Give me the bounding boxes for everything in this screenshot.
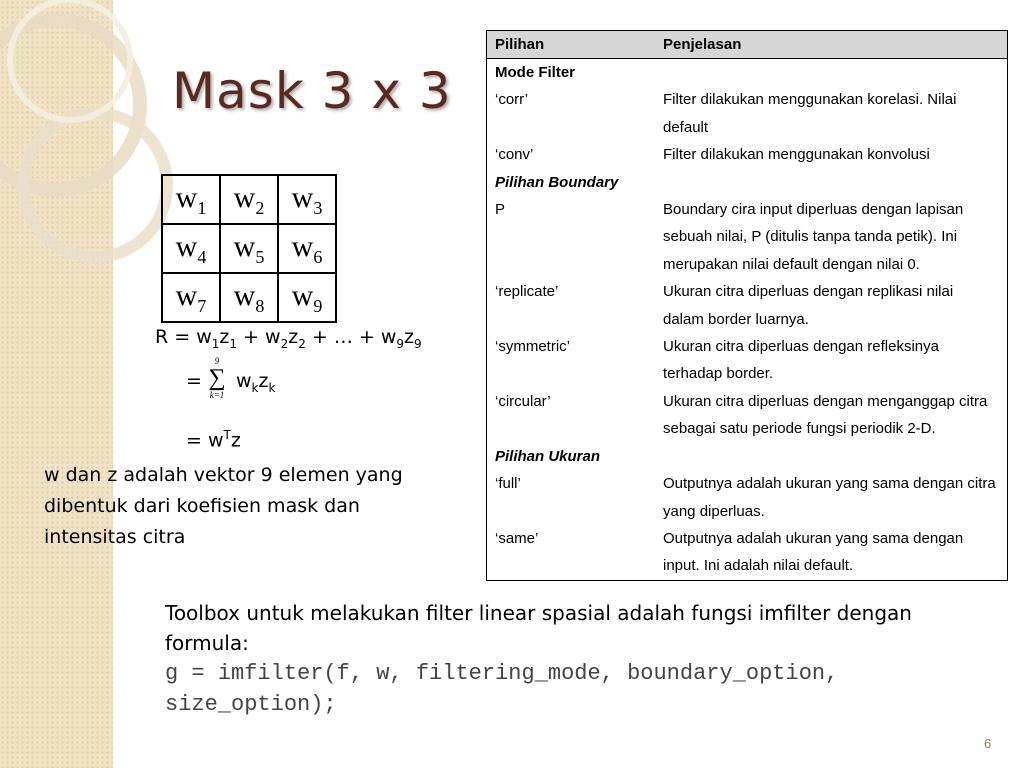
slide-title: Mask 3 x 3 (172, 62, 452, 120)
option-explanation: Outputnya adalah ukuran yang sama dengan citra yang diperluas. (663, 475, 996, 520)
mask-cell: $w_1$ (162, 175, 220, 224)
options-row (487, 278, 1007, 333)
option-explanation: Ukuran citra diperluas dengan menganggap citra sebagai satu periode fungsi periodik 2-D. (663, 392, 988, 438)
options-table-body (487, 59, 1007, 580)
options-row (487, 59, 1007, 86)
formula-wt-z: = $w^Tz$ (186, 428, 241, 452)
mask-cell: $w_4$ (162, 224, 220, 273)
option-explanation: Filter dilakukan menggunakan korelasi. Nilai default (663, 91, 957, 136)
mask-cell: $w_8$ (220, 273, 278, 322)
option-explanation: Outputnya adalah ukuran yang sama dengan input. Ini adalah nilai default. (663, 529, 964, 575)
code-snippet: g = imfilter(f, w, filtering_mode, boundary_option, size_option); (165, 661, 852, 717)
option-name: ‘corr’ (495, 91, 529, 109)
mask-cell: $w_7$ (162, 273, 220, 322)
options-row (487, 86, 1007, 141)
option-name: Pilihan Ukuran (495, 447, 601, 465)
formula-wk-zk: $w_kz_k$ (236, 370, 276, 395)
option-name: ‘replicate’ (495, 283, 559, 301)
mask-cell: $w_3$ (278, 175, 336, 224)
option-name: ‘same’ (495, 529, 539, 547)
option-explanation (663, 443, 1007, 470)
option-explanation: Ukuran citra diperluas dengan replikasi nilai dalam border luarnya. (663, 283, 954, 328)
options-row (487, 470, 1007, 525)
mask-row (162, 224, 336, 273)
mask-cell: $w_2$ (220, 175, 278, 224)
option-name: ‘circular’ (495, 392, 551, 410)
option-name: ‘conv’ (495, 146, 534, 164)
options-table (486, 30, 1008, 581)
options-row (487, 196, 1007, 278)
options-table-header (487, 31, 1007, 59)
formula-r-sum: $R = w_1z_1 + w_2z_2$ + … + $w_9z_9$ (155, 326, 422, 351)
option-name: ‘full’ (495, 475, 521, 493)
summation-symbol: 9 ∑ k=1 (208, 356, 226, 400)
options-row (487, 388, 1007, 443)
option-name: P (495, 201, 506, 219)
mask-cell: $w_6$ (278, 224, 336, 273)
option-explanation (663, 169, 1007, 196)
mask-row (162, 175, 336, 224)
vector-description: w dan z adalah vektor 9 elemen yang dibentuk dari koefisien mask dan intensitas citra (44, 464, 403, 548)
option-explanation: Filter dilakukan menggunakan konvolusi (663, 146, 930, 164)
toolbox-text: Toolbox untuk melakukan filter linear spasial adalah fungsi imfilter dengan formula: (165, 601, 912, 655)
header-option: Pilihan (495, 36, 545, 53)
option-name: Pilihan Boundary (495, 173, 619, 191)
option-name: Mode Filter (495, 64, 576, 81)
options-row (487, 141, 1007, 168)
mask-cell: $w_5$ (220, 224, 278, 273)
header-explanation: Penjelasan (663, 36, 742, 53)
mask-grid (161, 174, 337, 323)
option-explanation: Ukuran citra diperluas dengan refleksinya terhadap border. (663, 338, 939, 383)
option-explanation: Boundary cira input diperluas dengan lapisan sebuah nilai, P (ditulis tanpa tanda petik). Ini merupakan nilai default dengan nilai 0. (663, 201, 964, 273)
option-name: ‘symmetric’ (495, 338, 570, 356)
mask-cell: $w_9$ (278, 273, 336, 322)
formula-equals: = (186, 370, 202, 392)
options-row (487, 525, 1007, 580)
mask-row (162, 273, 336, 322)
options-row (487, 443, 1007, 470)
options-row (487, 169, 1007, 196)
page-number: 6 (984, 736, 992, 751)
option-explanation (663, 59, 1007, 86)
options-row (487, 333, 1007, 388)
